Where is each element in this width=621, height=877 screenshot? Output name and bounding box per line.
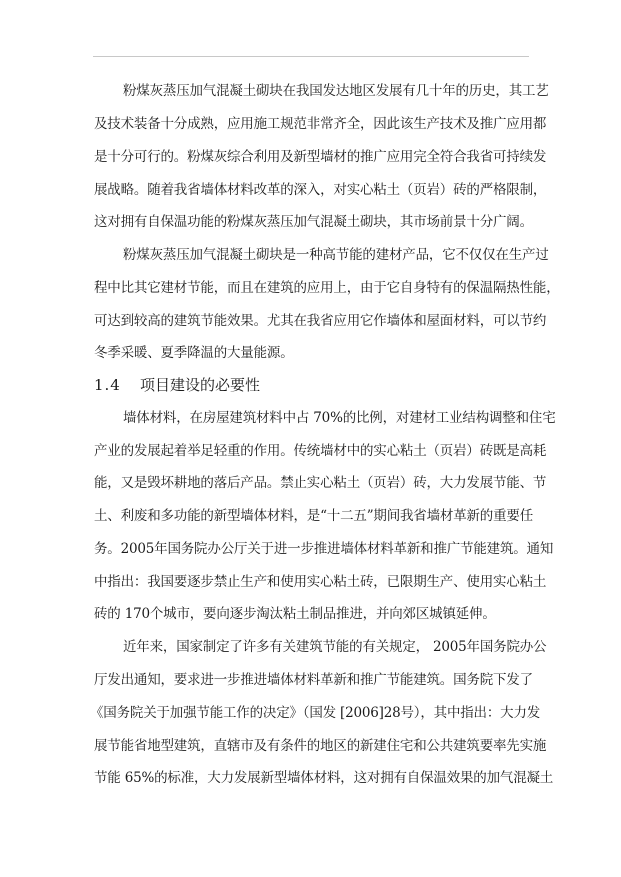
text-line: 砖的 170个城市，要向逐步淘汰粘土制品推进，并向郊区城镇延伸。 [94,606,496,622]
text-line: 粉煤灰蒸压加气混凝土砌块是一种高节能的建材产品，它不仅仅在生产过 [123,247,549,263]
text-line: 务。2005年国务院办公厅关于进一步推进墙体材料革新和推广节能建筑。通知 [94,541,554,557]
text-line: 产业的发展起着举足轻重的作用。传统墙材中的实心粘土（页岩）砖既是高耗 [94,443,547,459]
text-line: 可达到较高的建筑节能效果。尤其在我省应用它作墙体和屋面材料，可以节约 [94,313,547,329]
text-line: 冬季采暖、夏季降温的大量能源。 [94,345,294,361]
text-line: 这对拥有自保温功能的粉煤灰蒸压加气混凝土砌块，其市场前景十分广阔。 [94,214,533,230]
text-line: 粉煤灰蒸压加气混凝土砌块在我国发达地区发展有几十年的历史，其工艺 [123,83,549,99]
section-title: 项目建设的必要性 [140,376,261,394]
text-line: 厅发出通知，要求进一步推进墙体材料革新和推广节能建筑。国务院下发了 [94,672,533,688]
text-line: 《国务院关于加强节能工作的决定》（国发 [2006]28号），其中指出：大力发 [90,705,541,721]
text-line: 近年来，国家制定了许多有关建筑节能的有关规定， 2005年国务院办公 [123,639,547,655]
text-line: 中指出：我国要逐步禁止生产和使用实心粘土砖，已限期生产、使用实心粘土 [94,574,547,590]
section-number: 1.4 [94,376,121,394]
text-line: 土、利废和多功能的新型墙体材料，是“十二五”期间我省墙材革新的重要任 [94,508,534,524]
text-line: 及技术装备十分成熟，应用施工规范非常齐全，因此该生产技术及推广应用都 [94,116,547,132]
section-heading [94,376,260,394]
header-rule [93,56,529,57]
text-line: 程中比其它建材节能，而且在建筑的应用上，由于它自身特有的保温隔热性能， [94,280,560,296]
text-line: 节能 65%的标准，大力发展新型墙体材料，这对拥有自保温效果的加气混凝土 [94,770,554,786]
text-line: 展节能省地型建筑，直辖市及有条件的地区的新建住宅和公共建筑要率先实施 [94,738,547,754]
text-line: 是十分可行的。粉煤灰综合利用及新型墙材的推广应用完全符合我省可持续发 [94,149,547,165]
text-line: 展战略。随着我省墙体材料改革的深入，对实心粘土（页岩）砖的严格限制， [94,182,547,198]
text-line: 墙体材料，在房屋建筑材料中占 70%的比例，对建材工业结构调整和住宅 [123,410,556,426]
text-line: 能，又是毁坏耕地的落后产品。禁止实心粘土（页岩）砖，大力发展节能、节 [94,475,547,491]
